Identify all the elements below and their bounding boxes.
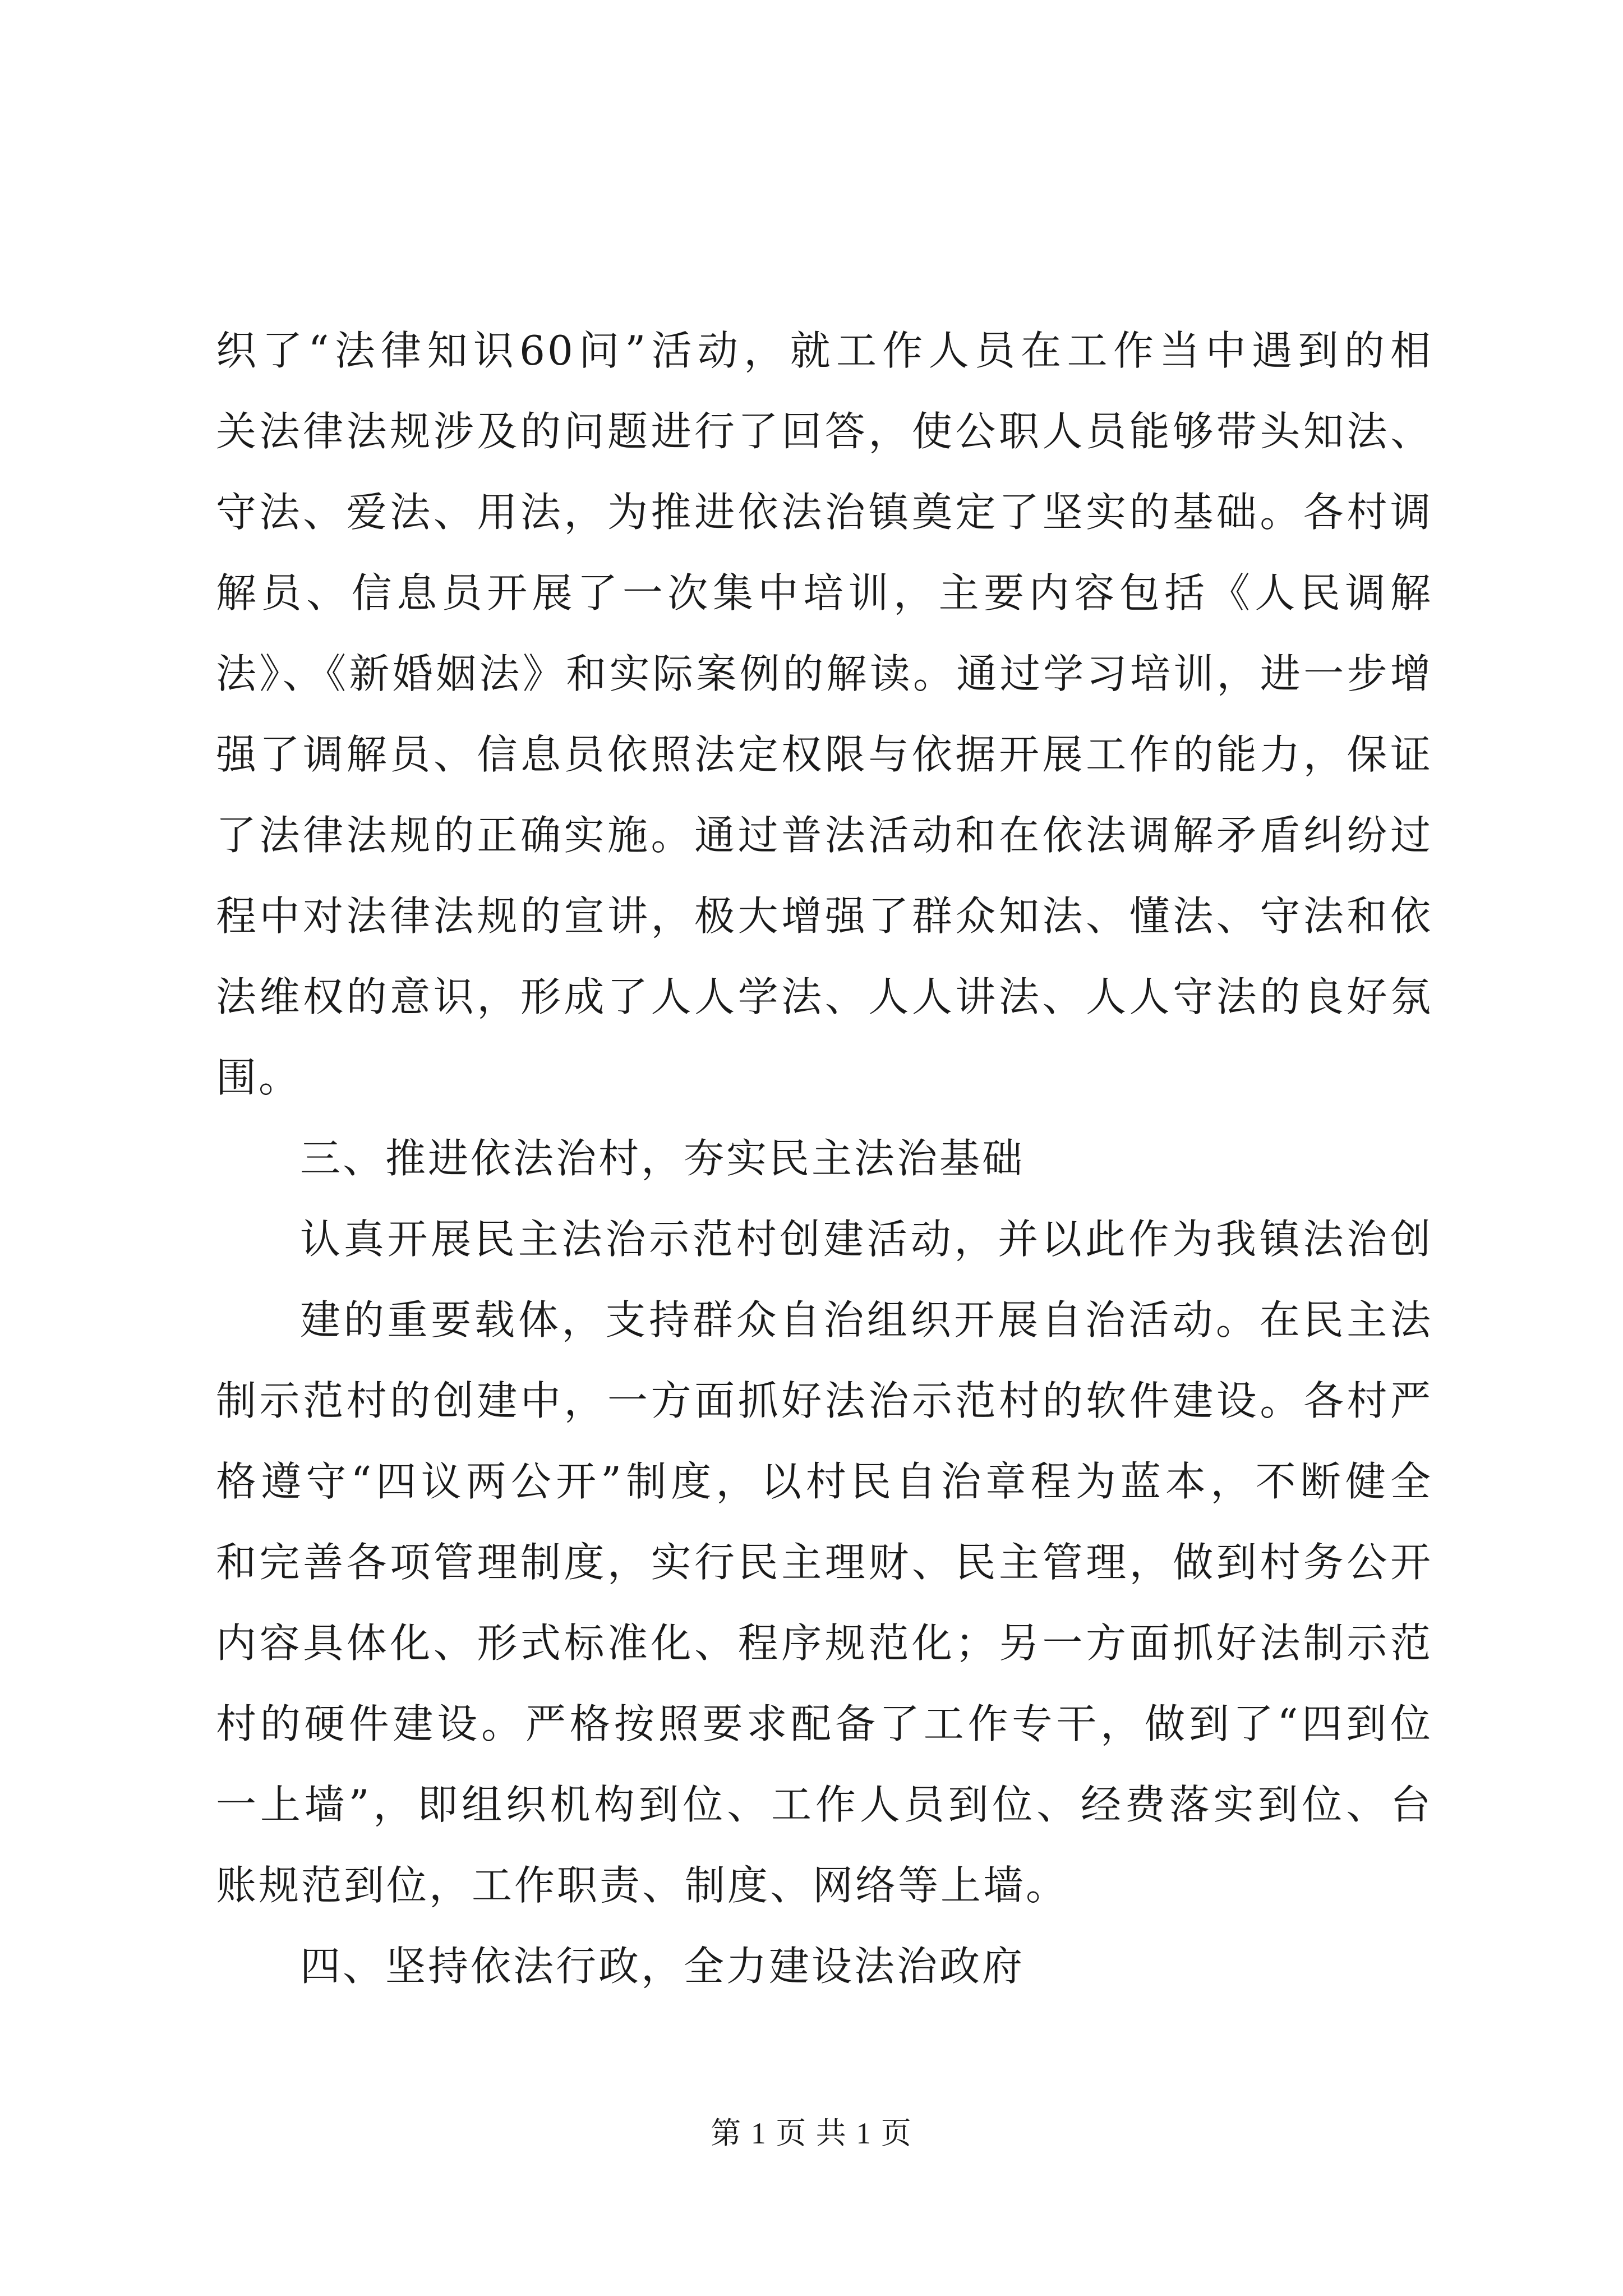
body-text-line: 内容具体化、形式标准化、程序规范化；另一方面抓好法制示范 — [216, 1619, 1433, 1667]
body-text-line: 守法、爱法、用法，为推进依法治镇奠定了坚实的基础。各村调 — [216, 489, 1433, 536]
body-text-line: 一上墙”，即组织机构到位、工作人员到位、经费落实到位、台 — [216, 1781, 1433, 1828]
body-text-line: 织了“法律知识60问”活动，就工作人员在工作当中遇到的相 — [216, 327, 1433, 374]
section-heading: 四、坚持依法行政，全力建设法治政府 — [300, 1943, 1025, 1990]
body-text-line: 账规范到位，工作职责、制度、网络等上墙。 — [216, 1862, 1069, 1909]
body-text-line: 程中对法律法规的宣讲，极大增强了群众知法、懂法、守法和依 — [216, 892, 1433, 940]
body-text-line: 关法律法规涉及的问题进行了回答，使公职人员能够带头知法、 — [216, 408, 1433, 455]
body-text-line: 建的重要载体，支持群众自治组织开展自治活动。在民主法 — [300, 1296, 1433, 1343]
body-text-line: 围。 — [216, 1054, 302, 1101]
body-text-line: 格遵守“四议两公开”制度，以村民自治章程为蓝本，不断健全 — [216, 1458, 1433, 1505]
body-text-line: 强了调解员、信息员依照法定权限与依据开展工作的能力，保证 — [216, 731, 1433, 778]
body-text-line: 认真开展民主法治示范村创建活动，并以此作为我镇法治创 — [300, 1216, 1433, 1263]
body-text-line: 法维权的意识，形成了人人学法、人人讲法、人人守法的良好氛 — [216, 973, 1433, 1020]
body-text-line: 解员、信息员开展了一次集中培训，主要内容包括《人民调解 — [216, 569, 1433, 616]
section-heading: 三、推进依法治村，夯实民主法治基础 — [300, 1135, 1025, 1182]
body-text-line: 和完善各项管理制度，实行民主理财、民主管理，做到村务公开 — [216, 1539, 1433, 1586]
page-number-footer: 第 1 页 共 1 页 — [711, 2116, 912, 2150]
body-text-line: 制示范村的创建中，一方面抓好法治示范村的软件建设。各村严 — [216, 1377, 1433, 1424]
body-text-line: 了法律法规的正确实施。通过普法活动和在依法调解矛盾纠纷过 — [216, 812, 1433, 859]
body-text-line: 法》、《新婚姻法》和实际案例的解读。通过学习培训，进一步增 — [216, 650, 1433, 697]
body-text-line: 村的硬件建设。严格按照要求配备了工作专干，做到了“四到位 — [216, 1700, 1433, 1747]
